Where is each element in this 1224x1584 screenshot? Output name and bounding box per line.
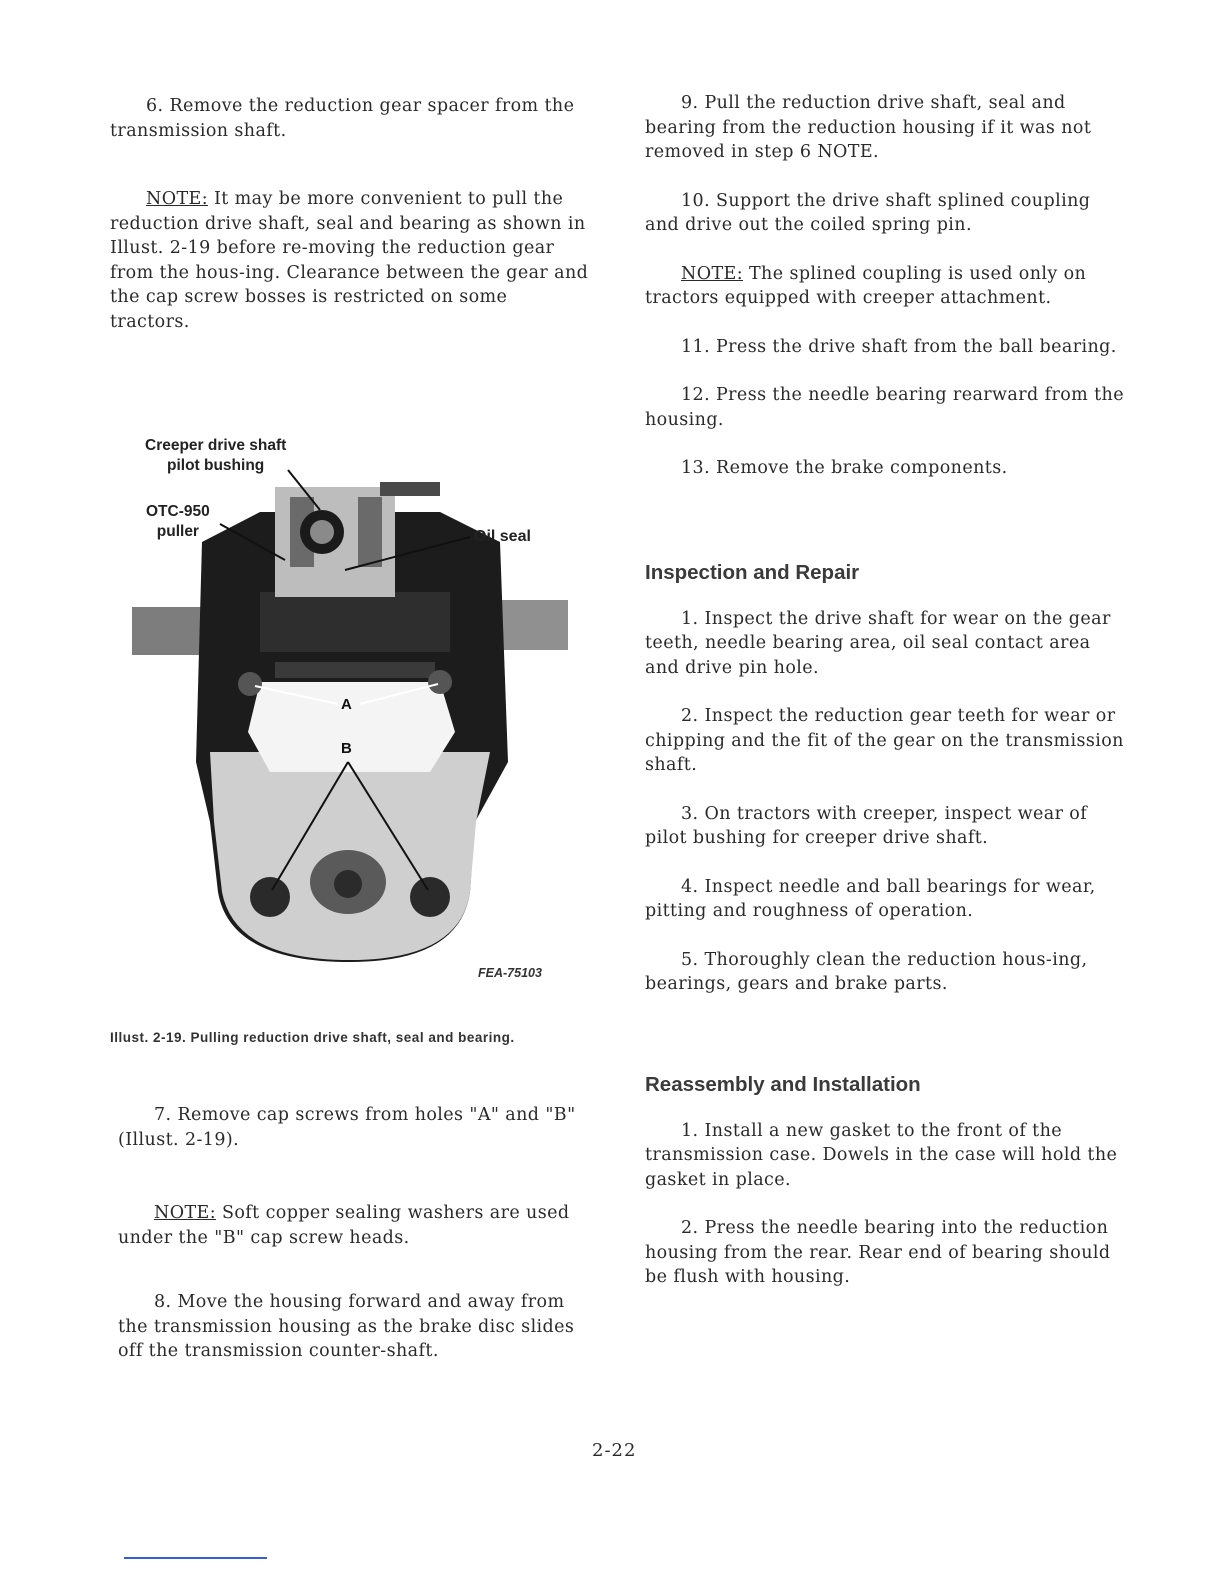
boss-b-right [410,877,450,917]
hole-a-right [428,670,452,694]
footer-rule [124,1557,267,1559]
step-12: 12. Press the needle bearing rearward from the housing. [645,385,1124,430]
right-shaft-stub [502,600,568,650]
reassembly-step-2: 2. Press the needle bearing into the reduction housing from the rear. Rear end of bearing should be flush with housing. [645,1218,1111,1287]
note-1-text: It may be more convenient to pull the reduction drive shaft, seal and bearing as shown in Illust. 2-19 before re-moving the reduction gear from the hous-ing. Clearance between the gear and the cap screw bosses is restricted on some tractors. [110,189,589,332]
figure-caption: Illust. 2-19. Pulling reduction drive shaft, seal and bearing. [110,1030,515,1045]
note-2 [118,1201,590,1250]
figure-code: FEA-75103 [478,966,542,980]
step-13: 13. Remove the brake components. [681,458,1008,478]
note-1 [110,187,590,334]
note-3-label: NOTE: [681,263,744,284]
housing-crossbar [260,592,450,652]
inspection-step-3: 3. On tractors with creeper, inspect wear of pilot bushing for creeper drive shaft. [645,803,1088,848]
step-7: 7. Remove cap screws from holes "A" and "B" (Illust. 2-19). [118,1105,576,1150]
heading-reassembly-installation: Reassembly and Installation [645,1072,921,1096]
step-10: 10. Support the drive shaft splined coupling and drive out the coiled spring pin. [645,190,1091,235]
illustration-2-19 [110,432,590,992]
page-number: 2-22 [592,1440,637,1461]
note-2-text: Soft copper sealing washers are used under the "B" cap screw heads. [118,1203,570,1248]
right-column [645,91,1125,1290]
label-otc-950-puller: OTC-950 puller [146,503,210,540]
reassembly-step-1: 1. Install a new gasket to the front of the transmission case. Dowels in the case will hold the gasket in place. [645,1120,1118,1190]
note-3 [645,262,1125,311]
left-column-lower [118,1103,590,1364]
puller-handle [380,482,440,496]
left-shaft-stub [132,607,202,655]
inspection-step-5: 5. Thoroughly clean the reduction hous-ing, bearings, gears and brake parts. [645,949,1088,994]
inspection-step-4: 4. Inspect needle and ball bearings for wear, pitting and roughness of operation. [645,876,1096,921]
step-11: 11. Press the drive shaft from the ball bearing. [681,336,1117,357]
inspection-step-1: 1. Inspect the drive shaft for wear on the gear teeth, needle bearing area, oil seal contact area and drive pin hole. [645,608,1111,678]
note-3-text: The splined coupling is used only on tractors equipped with creeper attachment. [645,263,1087,308]
heading-inspection-repair: Inspection and Repair [645,560,860,584]
boss-b-left [250,877,290,917]
inspection-step-2: 2. Inspect the reduction gear teeth for wear or chipping and the fit of the gear on the transmission shaft. [645,706,1124,775]
label-oil-seal: Oil seal [474,528,531,545]
note-1-label: NOTE: [146,189,209,209]
step-9: 9. Pull the reduction drive shaft, seal and bearing from the reduction housing if it was not removed in step 6 NOTE. [645,93,1092,162]
label-a: A [341,696,352,713]
label-creeper-drive-shaft: Creeper drive shaft pilot bushing [145,437,287,474]
left-column [110,94,590,334]
step-8: 8. Move the housing forward and away from the transmission housing as the brake disc slides off the transmission counter-shaft. [118,1292,575,1361]
label-b: B [341,740,352,757]
note-2-label: NOTE: [154,1203,217,1223]
step-6: 6. Remove the reduction gear spacer from the transmission shaft. [110,96,575,141]
hole-a-left [238,672,262,696]
